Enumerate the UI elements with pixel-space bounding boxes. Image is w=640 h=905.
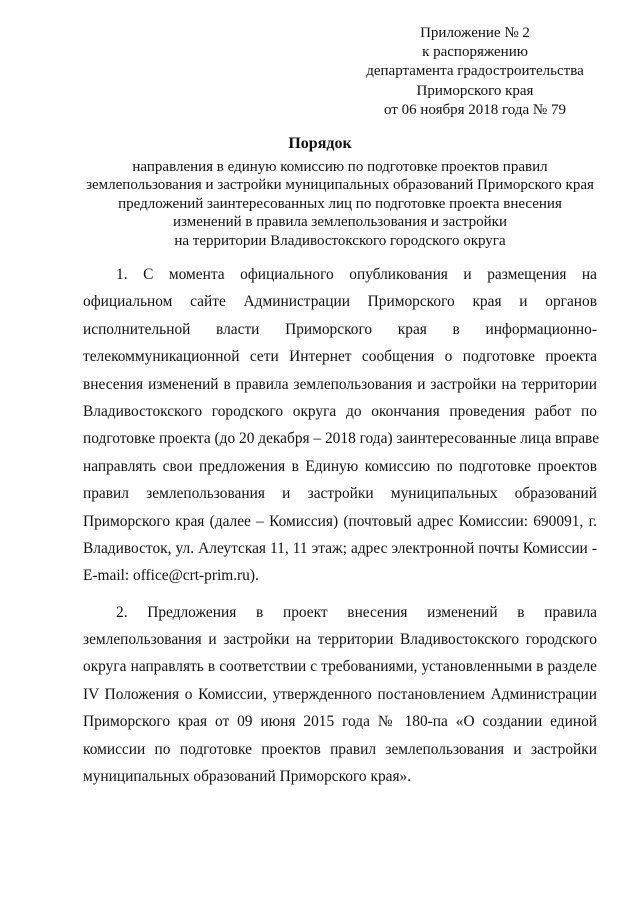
paragraph-line: 2. Предложения в проект внесения изменений в правила [116,603,597,621]
subtitle-line: изменений в правила землепользования и застройки [173,214,507,231]
paragraph-line: Приморского края (далее – Комиссия) (почтовый адрес Комиссии: 690091, г. [83,512,597,530]
paragraph-line: правил землепользования и застройки муниципальных образований [83,485,597,503]
paragraph-line: E-mail: office@crt-prim.ru). [83,567,259,585]
subtitle-line: землепользования и застройки муниципальных образований Приморского края [86,177,594,194]
paragraph-line: округа направлять в соответствии с требованиями, установленными в разделе [83,658,597,676]
paragraph-line: Владивостокского городского округа до окончания проведения работ по [83,402,597,420]
appendix-header [350,24,600,120]
paragraph-line: официальном сайте Администрации Приморского края и органов [83,293,597,311]
appendix-line: Приморского края [416,82,534,99]
paragraph-line: Владивосток, ул. Алеутская 11, 11 этаж; адрес электронной почты Комиссии - [83,539,597,557]
paragraph-line: телекоммуникационной сети Интернет сообщения о подготовке проекта [83,348,597,366]
paragraph-gap [83,590,597,599]
appendix-line: Приложение № 2 [420,25,530,41]
paragraph-line: подготовке проекта (до 20 декабря – 2018 года) заинтересованные лица вправе [83,430,600,448]
appendix-line: департамента градостроительства [366,63,584,80]
paragraph-line: 1. С момента официального опубликования и размещения на [116,266,597,283]
subtitle-line: предложений заинтересованных лиц по подготовке проекта внесения [118,195,562,212]
paragraph-line: направлять свои предложения в Единую комиссию по подготовке проектов [83,457,597,475]
paragraph-2 [83,599,597,791]
appendix-line: от 06 ноября 2018 года № 79 [384,101,566,118]
document-subtitle [80,158,600,250]
paragraph-line: IV Положения о Комиссии, утвержденного постановлением Администрации [83,685,597,703]
paragraph-line: землепользования и застройки на территории Владивостокского городского [83,631,597,649]
document-body [83,261,600,790]
paragraph-line: исполнительной власти Приморского края в информационно- [83,320,597,338]
document-title: Порядок [288,135,352,152]
paragraph-line: Приморского края от 09 июня 2015 года № 180-па «О создании единой [83,713,597,731]
appendix-line: к распоряжению [422,44,528,61]
paragraph-line: муниципальных образований Приморского края». [83,768,412,786]
subtitle-line: на территории Владивостокского городского округа [174,232,506,249]
paragraph-1 [83,261,600,590]
subtitle-line: направления в единую комиссию по подготовке проектов правил [132,159,548,175]
paragraph-line: внесения изменений в правила землепользования и застройки на территории [83,375,597,393]
paragraph-line: комиссии по подготовке проектов правил землепользования и застройки [83,740,597,758]
